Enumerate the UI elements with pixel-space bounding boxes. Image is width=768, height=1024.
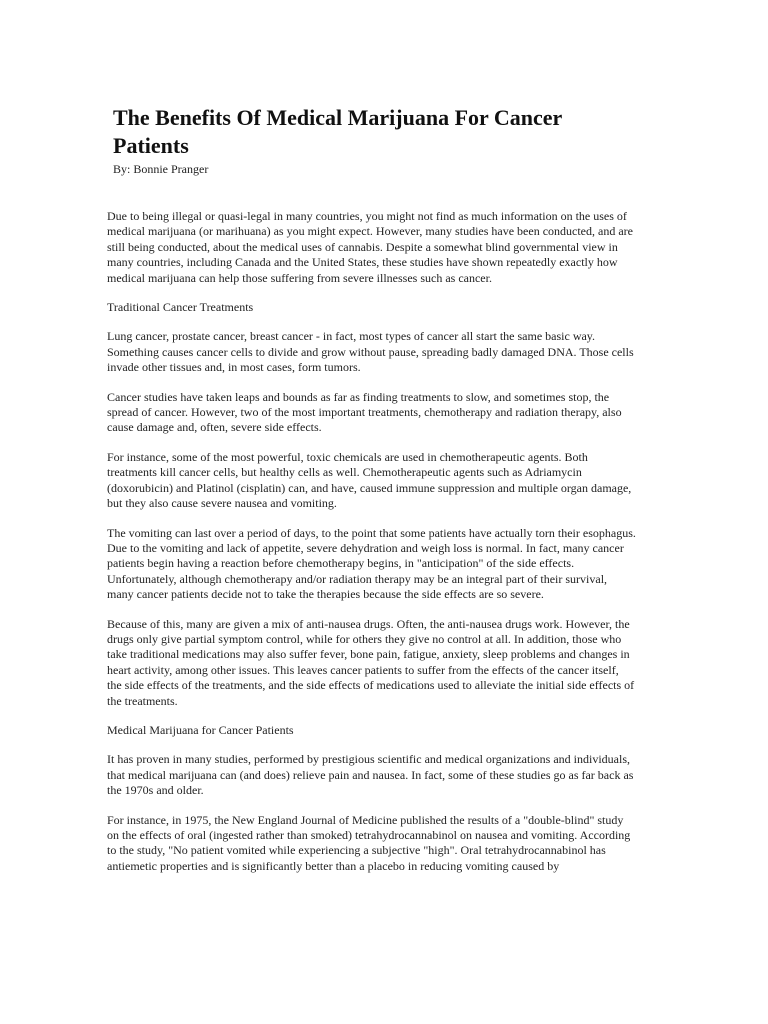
text-line: many countries, including Canada and the United States, these studies have shown repeatedly exactly how [107,255,618,270]
text-line: Due to being illegal or quasi-legal in many countries, you might not find as much information on the uses of [107,209,627,223]
text-line: spread of cancer. However, two of the most important treatments, chemotherapy and radiation therapy, also [107,405,622,420]
text-line: on the effects of oral (ingested rather than smoked) tetrahydrocannabinol on nausea and vomiting. According [107,828,631,842]
paragraph-cancer-types [107,329,663,375]
text-line: treatments kill cancer cells, but healthy cells as well. Chemotherapeutic agents such as Adriamycin [107,465,582,480]
document-byline: By: Bonnie Pranger [113,162,209,176]
text-line: Because of this, many are given a mix of anti-nausea drugs. Often, the anti-nausea drugs work. However, the [107,616,630,631]
text-line: still being conducted, about the medical uses of cannabis. Despite a somewhat blind governmental view in [107,239,618,254]
text-line: but they also cause severe nausea and vomiting. [107,496,337,511]
text-line: The vomiting can last over a period of days, to the point that some patients have actually torn their esophagus. [107,525,636,540]
text-line: the side effects of the treatments, and the side effects of medications used to alleviate the initial side effects of [107,678,635,693]
text-line: Something causes cancer cells to divide and grow without pause, spreading badly damaged DNA. Those cells [107,344,634,359]
text-line: medical marijuana (or marihuana) as you might expect. However, many studies have been conducted, and are [107,224,633,239]
text-line: (doxorubicin) and Platinol (cisplatin) can, and have, caused immune suppression and multiple organ damage, [107,480,632,495]
text-line: medical marijuana can help those suffering from severe illnesses such as cancer. [107,270,492,285]
text-line: take traditional medications may also suffer fever, bone pain, fatigue, anxiety, sleep problems and changes in [107,647,630,662]
paragraph-cancer-studies [107,390,663,436]
text-line: cause damage and, often, severe side effects. [107,420,322,435]
document-body [107,209,663,888]
section-heading-medical-marijuana: Medical Marijuana for Cancer Patients [107,722,294,737]
text-line: Cancer studies have taken leaps and bounds as far as finding treatments to slow, and sometimes stop, the [107,389,610,404]
text-line: It has proven in many studies, performed by prestigious scientific and medical organizations and individuals, [107,752,630,767]
paragraph-studies [107,752,663,798]
paragraph-chemotherapy-agents [107,450,663,512]
paragraph-vomiting [107,526,663,603]
text-line: Unfortunately, although chemotherapy and/or radiation therapy may be an integral part of their survival, [107,571,608,586]
text-line: antiemetic properties and is significantly better than a placebo in reducing vomiting caused by [107,858,560,873]
text-line: For instance, some of the most powerful, toxic chemicals are used in chemotherapeutic agents. Both [107,449,588,464]
text-line: drugs only give partial symptom control, while for others they give no control at all. In addition, those who [107,631,622,646]
text-line: Lung cancer, prostate cancer, breast cancer - in fact, most types of cancer all start the same basic way. [107,329,596,344]
text-line: that medical marijuana can (and does) relieve pain and nausea. In fact, some of these studies go as far back as [107,767,634,782]
text-line: the 1970s and older. [107,783,204,798]
paragraph-nejm-study [107,813,663,875]
text-line: patients begin having a reaction before chemotherapy begins, in "anticipation" of the side effects. [107,556,575,571]
section-heading-traditional-treatments: Traditional Cancer Treatments [107,300,254,315]
text-line: For instance, in 1975, the New England Journal of Medicine published the results of a "double-blind" study [107,812,624,827]
text-line: the treatments. [107,693,178,708]
paragraph-intro [107,209,663,286]
text-line: many cancer patients decide not to take the therapies because the side effects are so severe. [107,587,544,602]
text-line: heart activity, among other issues. This leaves cancer patients to suffer from the effects of the cancer itself, [107,662,619,677]
paragraph-anti-nausea [107,617,663,709]
text-line: to the study, "No patient vomited while experiencing a subjective "high". Oral tetrahydrocannabinol has [107,843,606,858]
text-line: Due to the vomiting and lack of appetite, severe dehydration and weigh loss is normal. In fact, many cancer [107,540,624,555]
document-title: The Benefits Of Medical Marijuana For Cancer Patients [113,105,562,158]
text-line: invade other tissues and, in most cases, form tumors. [107,360,361,375]
